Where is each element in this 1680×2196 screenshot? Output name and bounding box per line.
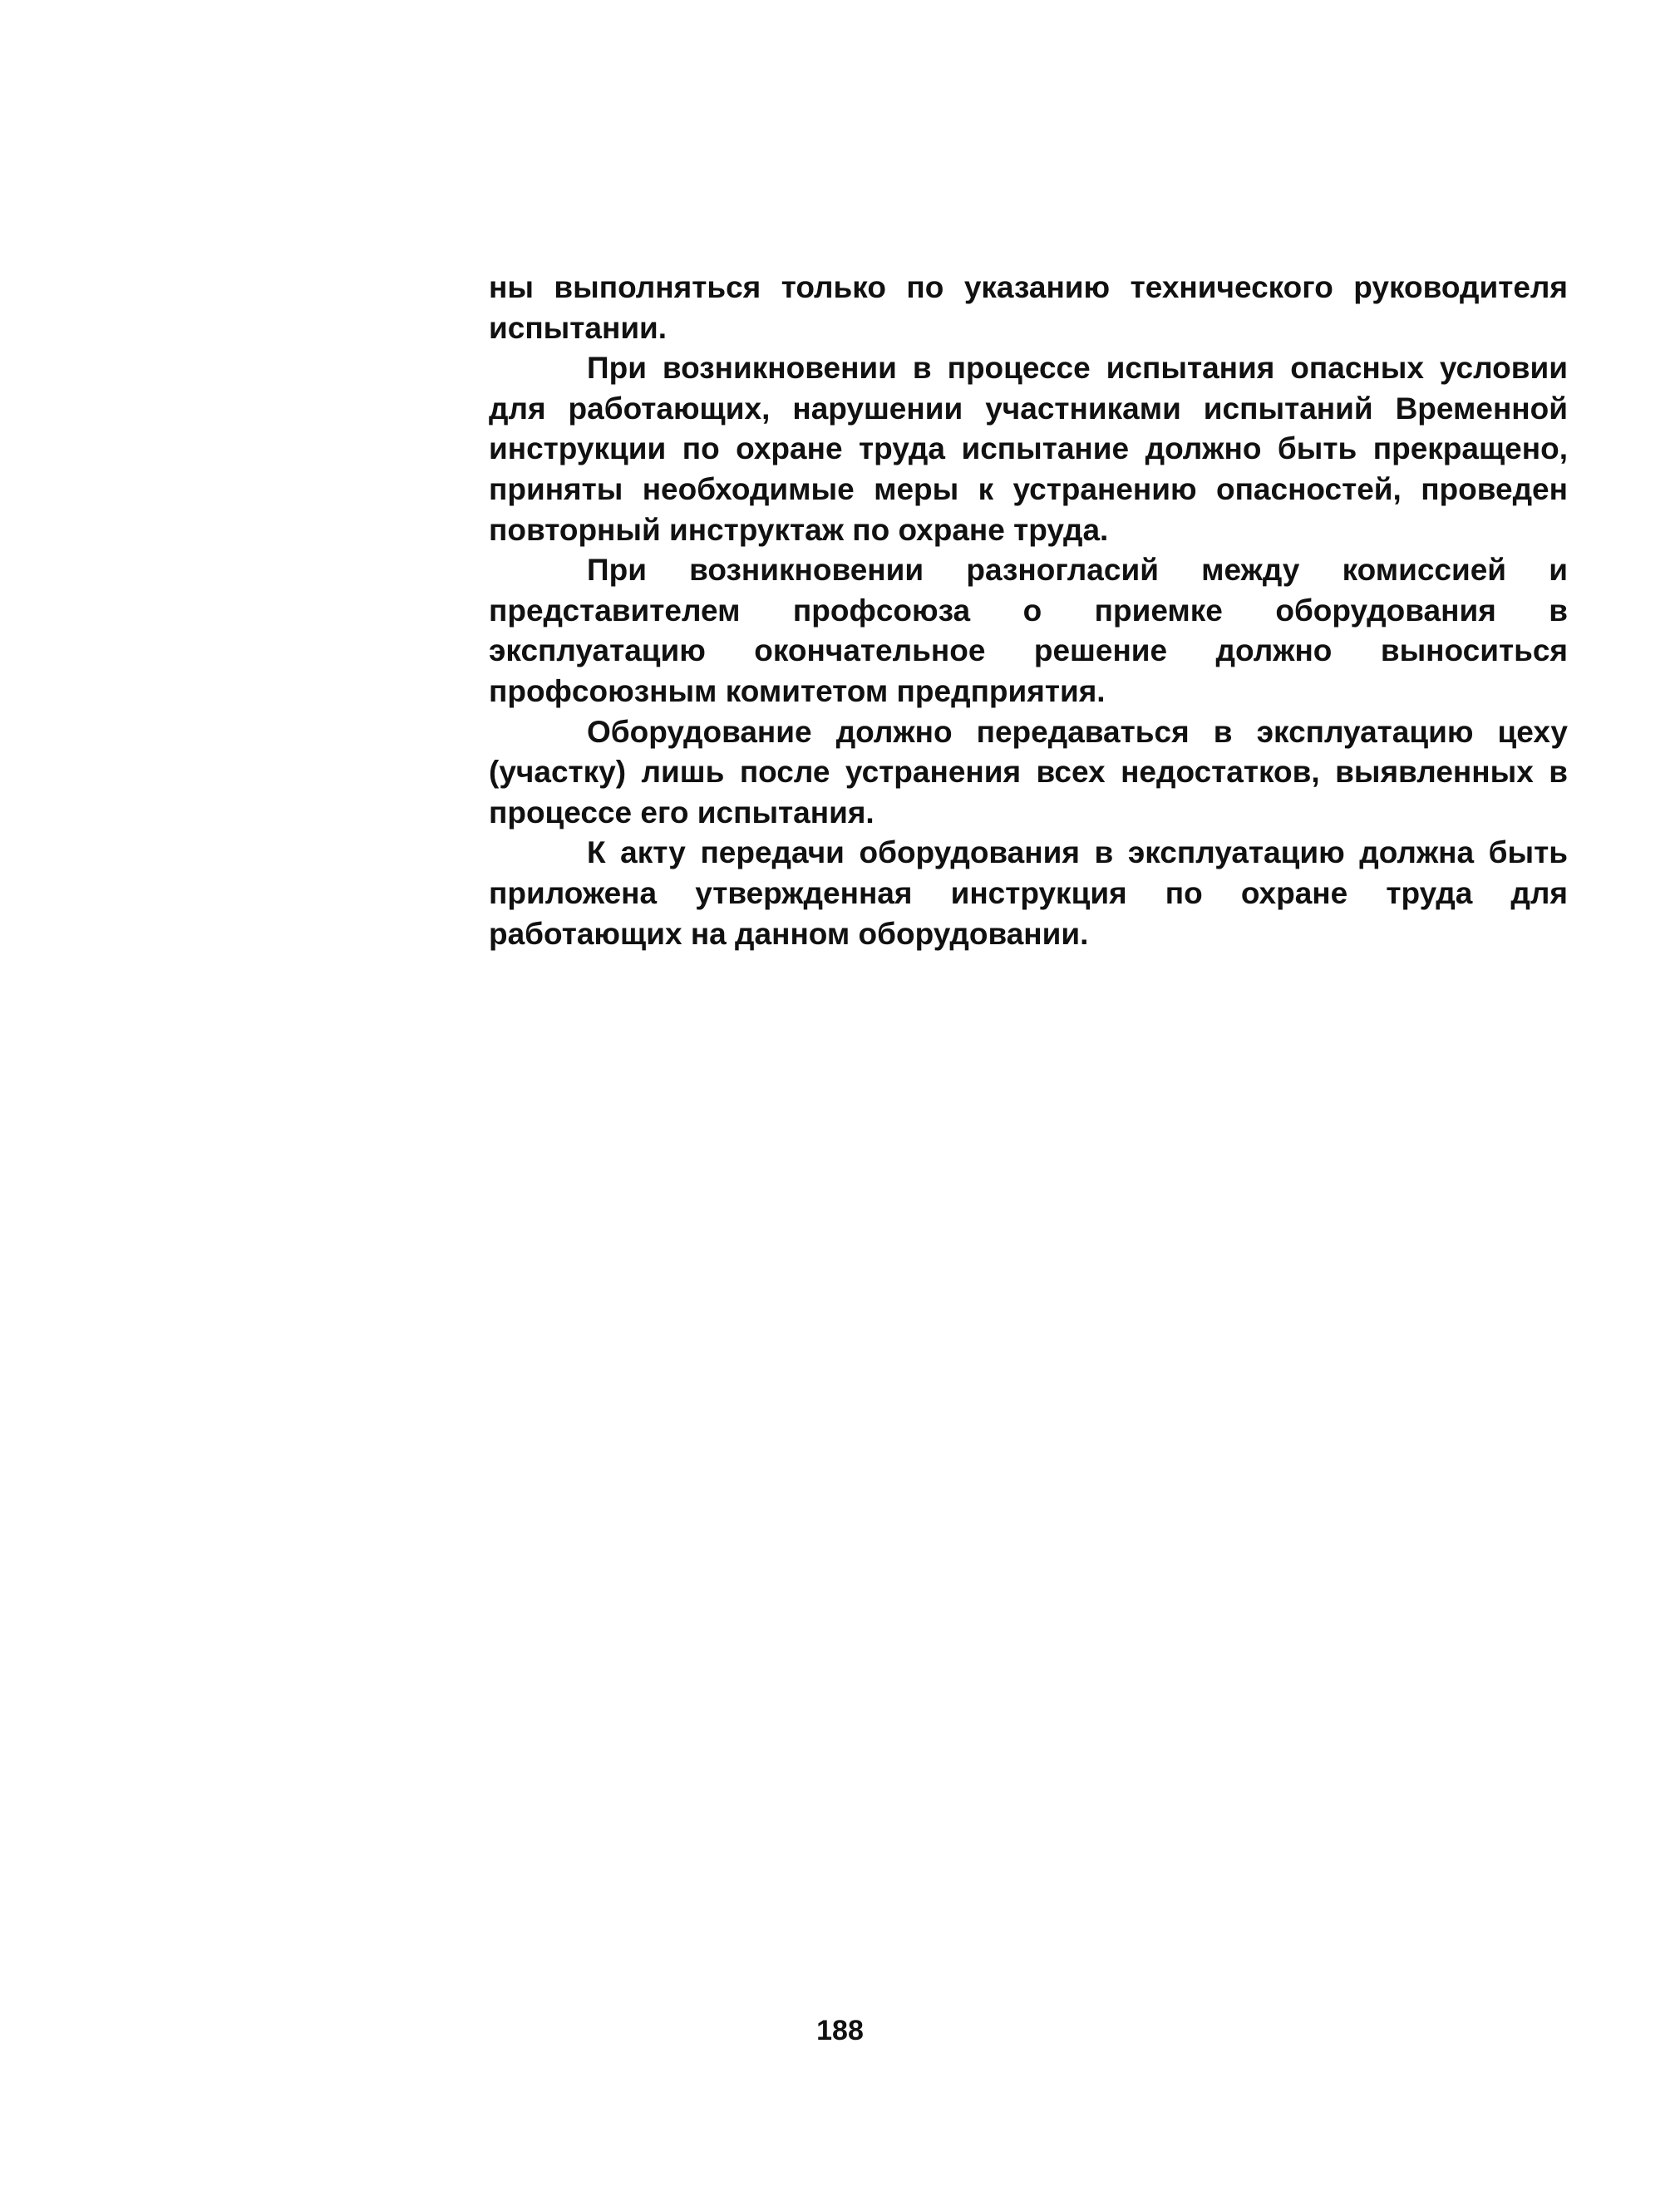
page-number: 188 xyxy=(816,2015,864,2046)
paragraph-handover-condition: Оборудование должно передаваться в эксплуатацию цеху (участку) лишь после устранения всех недостатков, выявленных в процессе его испытания. xyxy=(489,714,1568,830)
paragraph-disagreements: При возникновении разногласий между комиссией и представителем профсоюза о приемке оборудования в эксплуатацию окончательное решение должно выноситься профсоюзным комитетом предприятия. xyxy=(489,553,1568,708)
paragraph-hazard-conditions: При возникновении в процессе испытания опасных условии для работающих, нарушении участниками испытаний Временной инструкции по охране труда испытание должно быть прекращено, приняты необходимые меры к устранению опасностей, проведен повторный инструктаж по охране труда. xyxy=(489,351,1568,547)
paragraph-handover-act: К акту передачи оборудования в эксплуатацию должна быть приложена утвержденная инструкция по охране труда для работающих на данном оборудовании. xyxy=(489,835,1568,951)
paragraph-continuation: ны выполняться только по указанию технического руководителя испытании. xyxy=(489,270,1568,345)
body-text xyxy=(489,268,1568,954)
